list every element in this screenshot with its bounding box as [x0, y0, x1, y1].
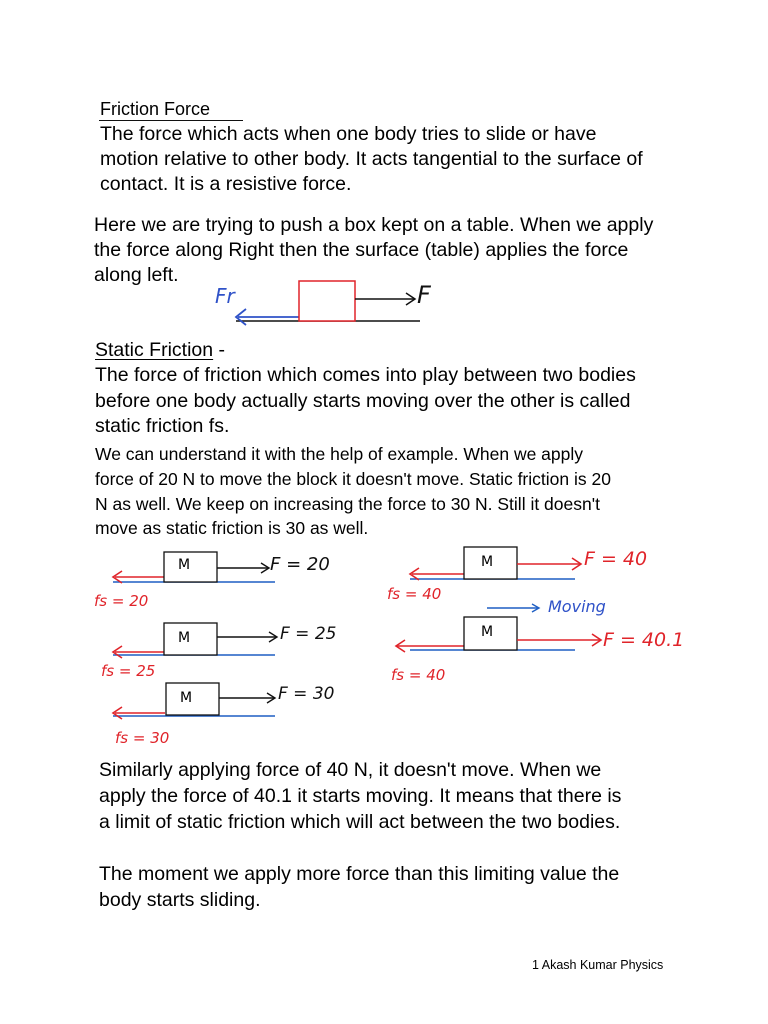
friction-label: fs = 40 [391, 666, 446, 684]
block-label: M [180, 690, 193, 706]
paragraph-line: contact. It is a resistive force. [100, 173, 352, 195]
paragraph-line: The force of friction which comes into play between two bodies [95, 364, 636, 386]
block-label: M [178, 557, 191, 573]
block [164, 552, 217, 582]
force-label: F = 30 [278, 684, 335, 704]
paragraph-line: body starts sliding. [99, 889, 261, 911]
paragraph-line: static friction fs. [95, 415, 230, 437]
paragraph-line: along left. [94, 264, 179, 286]
block-label: M [481, 624, 494, 640]
paragraph-line: motion relative to other body. It acts tangential to the surface of [100, 148, 643, 170]
static-friction-heading-dash: - [218, 339, 226, 361]
block [166, 683, 219, 715]
static-friction-heading-text: Static Friction [95, 339, 214, 361]
paragraph-line: The moment we apply more force than this limiting value the [99, 863, 620, 885]
block-label: M [481, 554, 494, 570]
paragraph-line: Similarly applying force of 40 N, it doesn't move. When we [99, 759, 602, 781]
example-line: move as static friction is 30 as well. [95, 518, 369, 538]
diagram-left-2 [113, 623, 277, 658]
moving-indicator [487, 604, 539, 612]
force-label: F = 25 [280, 624, 337, 644]
paragraph-line: The force which acts when one body tries to slide or have [100, 123, 597, 145]
example-line: force of 20 N to move the block it doesn't move. Static friction is 20 [95, 469, 611, 489]
paragraph-line: a limit of static friction which will act between the two bodies. [99, 811, 621, 833]
paragraph-line: Here we are trying to push a box kept on a table. When we apply [94, 214, 654, 236]
force-label: F = 20 [270, 554, 330, 575]
friction-label: fs = 20 [94, 592, 149, 610]
diagram-left-3 [113, 683, 275, 719]
paragraph-line: apply the force of 40.1 it starts moving. It means that there is [99, 785, 622, 807]
page-footer: 1 Akash Kumar Physics [532, 958, 664, 972]
block [164, 623, 217, 655]
force-label: F = 40 [584, 548, 648, 570]
moving-label: Moving [548, 597, 606, 616]
diagram-right-1 [410, 547, 581, 580]
friction-force-heading: Friction Force [100, 99, 211, 119]
force-f-label: F [417, 281, 431, 309]
paragraph-line: the force along Right then the surface (table) applies the force [94, 239, 629, 261]
diagram-right-2 [396, 617, 601, 652]
friction-fr-label: Fr [215, 284, 235, 308]
force-label: F = 40.1 [603, 629, 685, 651]
paragraph-line: before one body actually starts moving over the other is called [95, 390, 631, 412]
friction-label: fs = 40 [387, 585, 442, 603]
example-line: We can understand it with the help of example. When we apply [95, 444, 584, 464]
friction-label: fs = 30 [115, 729, 170, 747]
block-label: M [178, 630, 191, 646]
example-line: N as well. We keep on increasing the force to 30 N. Still it doesn't [95, 494, 600, 514]
friction-label: fs = 25 [101, 662, 156, 680]
diagram-left-1 [113, 552, 275, 583]
